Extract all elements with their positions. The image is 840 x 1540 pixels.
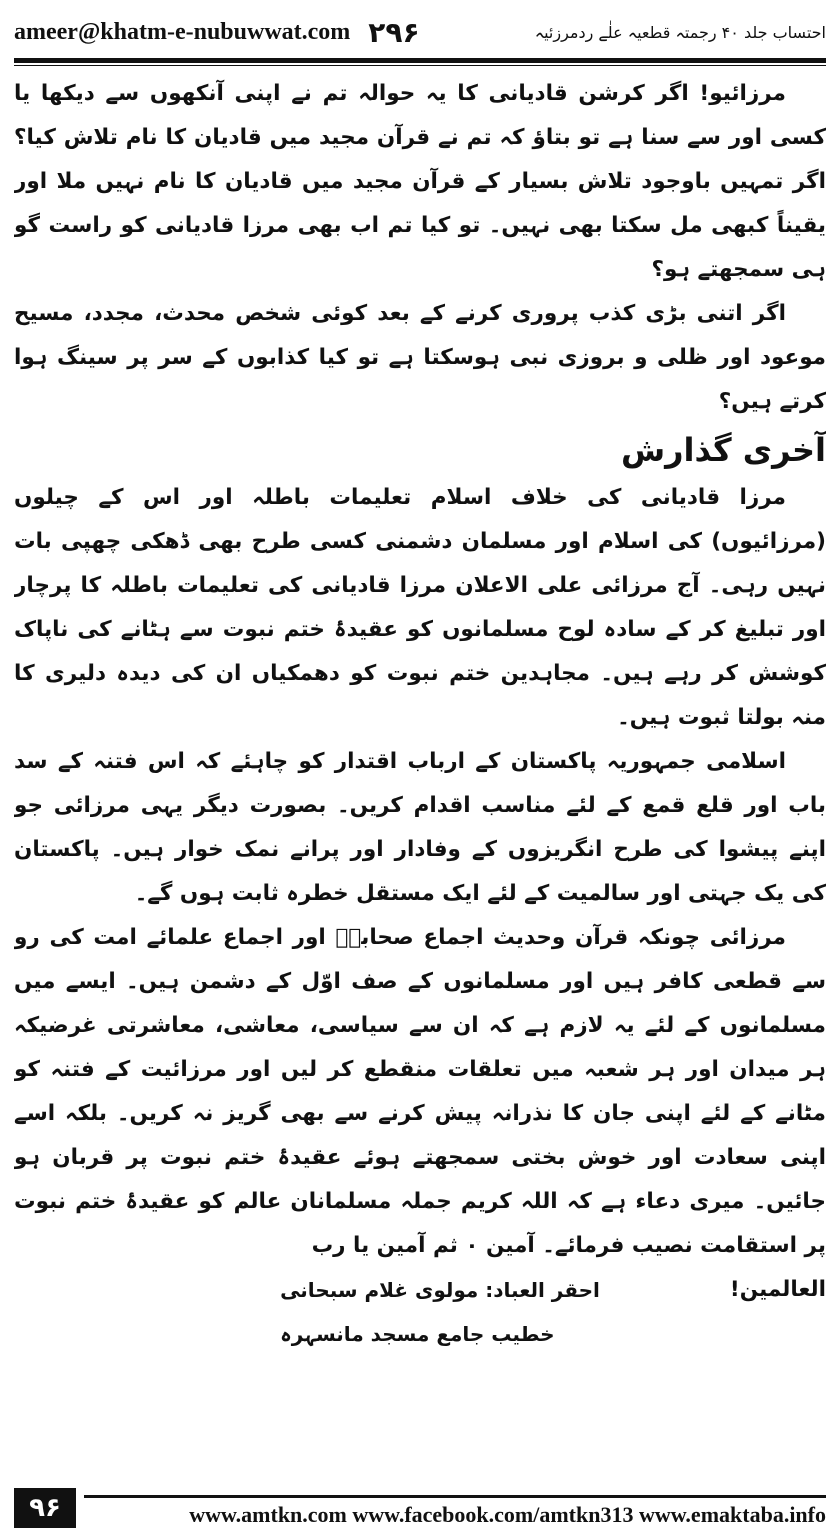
paragraph-1: مرزائیو! اگر کرشن قادیانی کا یہ حوالہ تم نے اپنی آنکھوں سے دیکھا یا کسی اور سے سنا ہے تو بتاؤ کہ تم نے قرآن مجید میں قادیان کا نام تلاش کیا؟ اگر تمہیں باوجود تلاش بسیار کے قرآن مجید میں قادیان کا نام نہیں ملا اور یقیناً کبھی مل سکتا بھی نہیں۔ تو کیا تم اب بھی مرزا قادیانی کو راست گو ہی سمجھتے ہو؟	[14, 81, 826, 282]
paragraph-2: اگر اتنی بڑی کذب پروری کرنے کے بعد کوئی شخص محدث، مجدد، مسیح موعود اور ظلی و بروزی نبی ہوسکتا ہے تو کیا کذابوں کے سر پر سینگ ہوا کرتے ہیں؟	[14, 301, 826, 414]
section-heading: آخری گذارش	[620, 431, 826, 469]
footer-page-number: ۹۶	[14, 1488, 76, 1528]
running-title: احتساب جلد ۴۰ رجمتہ قطعیہ علٰے ردمرزئیہ	[534, 22, 826, 42]
closing-word: العالمین!	[729, 1277, 826, 1302]
header-left	[14, 16, 420, 49]
page-content	[14, 72, 826, 1442]
footer-rule	[84, 1495, 826, 1498]
paragraph-3: مرزا قادیانی کی خلاف اسلام تعلیمات باطلہ اور اس کے چیلوں (مرزائیوں) کی اسلام اور مسلمان دشمنی کسی طرح بھی ڈھکی چھپی بات نہیں رہی۔ آج مرزائی علی الاعلان مرزا قادیانی کی تعلیمات باطلہ کا پرچار اور تبلیغ کر کے سادہ لوح مسلمانوں کو عقیدۂ ختم نبوت سے ہٹانے کی ناپاک کوشش کر رہے ہیں۔ مجاہدین ختم نبوت کو دھمکیاں ان کی دیدہ دلیری کا منہ بولتا ثبوت ہیں۔	[14, 485, 826, 730]
footer-links[interactable]: www.amtkn.com www.facebook.com/amtkn313 www.emaktaba.info	[189, 1502, 826, 1527]
paragraph-5: مرزائی چونکہ قرآن وحدیث اجماع صحابہؓ اور اجماع علمائے امت کی رو سے قطعی کافر ہیں اور مسلمانوں کے صف اوّل کے دشمن ہیں۔ ایسے میں مسلمانوں کے لئے یہ لازم ہے کہ ان سے سیاسی، معاشی، معاشرتی غرضیکہ ہر میدان اور ہر شعبہ میں تعلقات منقطع کر لیں اور مرزائیت کے فتنہ کو مٹانے کے لئے اپنی جان کا نذرانہ پیش کرنے سے بھی گریز نہ کریں۔ بلکہ اسے اپنی سعادت اور خوش بختی سمجھتے ہوئے عقیدۂ ختم نبوت پر قربان ہو جائیں۔ میری دعاء ہے کہ اللہ کریم جملہ مسلمانان عالم کو عقیدۂ ختم نبوت پر استقامت نصیب فرمائے۔ آمین ۰ ثم آمین یا رب	[14, 925, 826, 1258]
header-rule	[14, 58, 826, 66]
signature-title: خطیب جامع مسجد مانسہرہ	[280, 1322, 555, 1346]
header-email[interactable]: ameer@khatm-e-nubuwwat.com	[14, 18, 351, 45]
footer-right	[84, 1495, 826, 1528]
signature-block	[280, 1268, 600, 1356]
signature-row	[14, 1268, 826, 1356]
signature-name: احقر العباد: مولوی غلام سبحانی	[280, 1278, 600, 1302]
header-page-number: ۲۹۶	[368, 15, 420, 49]
page-header	[14, 8, 826, 56]
page-footer	[14, 1484, 826, 1528]
paragraph-4: اسلامی جمہوریہ پاکستان کے ارباب اقتدار کو چاہئے کہ اس فتنہ کے سد باب اور قلع قمع کے لئے مناسب اقدام کریں۔ بصورت دیگر یہی مرزائی جو اپنے پیشوا کی طرح انگریزوں کے وفادار اور پرانے نمک خوار ہیں۔ پاکستان کی یک جہتی اور سالمیت کے لئے ایک مستقل خطرہ ثابت ہوں گے۔	[14, 749, 826, 906]
